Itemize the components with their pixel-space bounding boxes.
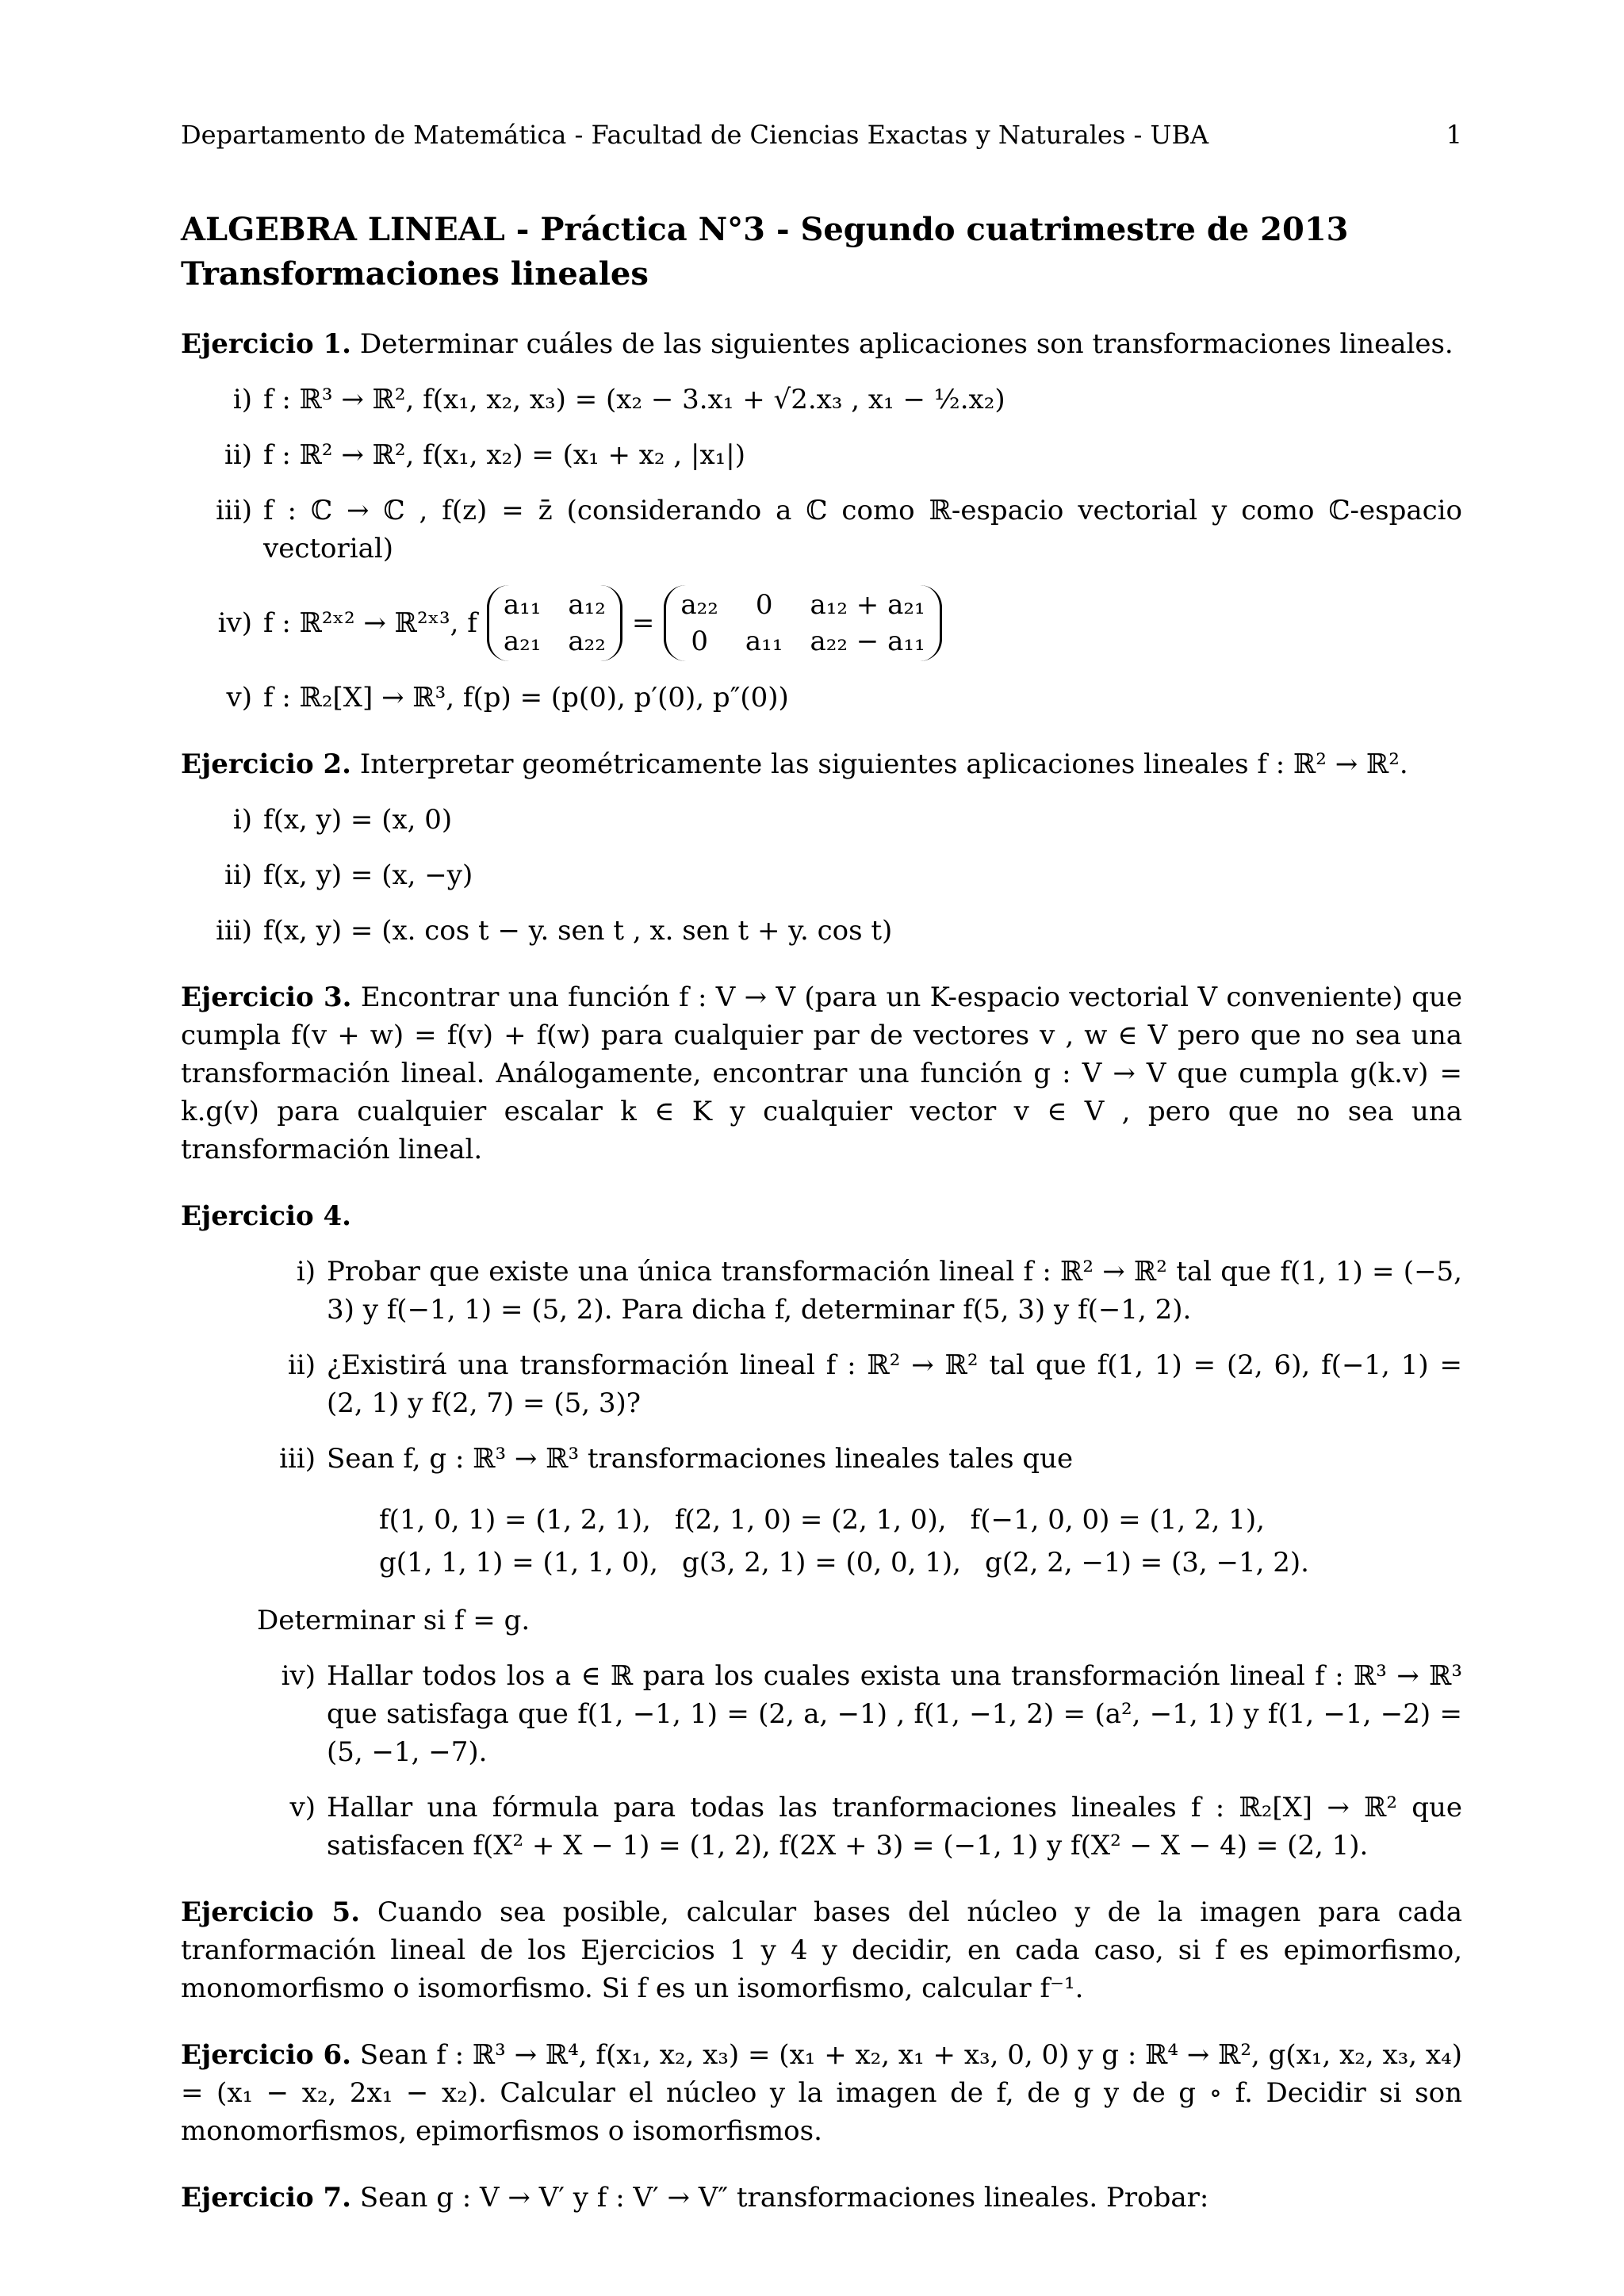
equals-sign: = [631,607,655,639]
exercise-text: Determinar cuáles de las siguientes aplicaciones son transformaciones lineales. [359,328,1454,360]
equation-line [379,1541,1462,1584]
item-text: Probar que existe una única transformación lineal f : ℝ² → ℝ² tal que f(1, 1) = (−5, 3) y f(−1, 1) = (5, 2). Para dicha f, determinar f(5, 3) y f(−1, 2). [327,1256,1462,1326]
matrix-prefix: f : ℝ²ˣ² → ℝ²ˣ³, f [263,607,477,639]
item-number: iv) [281,1660,316,1692]
exercise-7 [181,2179,1462,2217]
equation: g(1, 1, 1) = (1, 1, 0), [379,1547,658,1578]
determine-line [181,1601,1462,1640]
exercise-4-item [181,1789,1462,1865]
document-title: ALGEBRA LINEAL - Práctica N°3 - Segundo cuatrimestre de 2013 [181,211,1349,248]
exercise-4-item [181,1440,1462,1478]
exercise-label: Ejercicio 4. [181,1200,352,1232]
item-number: iv) [217,607,252,639]
item-number: v) [289,1792,316,1823]
exercise-4 [181,1197,1462,1235]
exercise-2-item [181,912,1462,950]
item-text: f : ℝ³ → ℝ², f(x₁, x₂, x₃) = (x₂ − 3.x₁ + √2.x₃ , x₁ − ½.x₂) [263,384,1005,415]
equation: g(2, 2, −1) = (3, −1, 2). [985,1547,1309,1578]
equation-line [379,1498,1462,1541]
item-text: Sean f, g : ℝ³ → ℝ³ transformaciones lineales tales que [327,1443,1074,1475]
item-number: iii) [279,1443,316,1475]
output-matrix [664,585,941,661]
exercise-text: Sean f : ℝ³ → ℝ⁴, f(x₁, x₂, x₃) = (x₁ + x₂, x₁ + x₃, 0, 0) y g : ℝ⁴ → ℝ², g(x₁, x₂, x₃, x₄) = (x₁ − x₂, 2x₁ − x₂). Calcular el núcleo y la imagen de f, de g y de g ∘ f. Decidir si son monomorfismos, epimorfismos o isomorfismos. [181,2039,1462,2147]
equation: f(1, 0, 1) = (1, 2, 1), [379,1504,651,1536]
exercise-label: Ejercicio 3. [181,982,352,1013]
item-number: i) [296,1256,316,1288]
item-text: Hallar una fórmula para todas las tranformaciones lineales f : ℝ₂[X] → ℝ² que satisfacen f(X² + X − 1) = (1, 2), f(2X + 3) = (−1, 1) y f(X² − X − 4) = (2, 1). [327,1792,1462,1862]
item-text: f(x, y) = (x. cos t − y. sen t , x. sen t + y. cos t) [263,915,893,947]
exercise-1-item [181,679,1462,717]
exercise-label: Ejercicio 5. [181,1896,361,1928]
exercise-3 [181,978,1462,1169]
exercise-4-item [181,1253,1462,1329]
page [181,119,1462,2217]
exercise-text: Sean g : V → V′ y f : V′ → V″ transformaciones lineales. Probar: [359,2182,1209,2214]
item-number: i) [232,384,252,415]
exercise-2-item [181,801,1462,839]
exercise-text: Encontrar una función f : V → V (para un K-espacio vectorial V conveniente) que cumpla f(v + w) = f(v) + f(w) para cualquier par de vectores v , w ∈ V pero que no sea una transformación lineal. Análogamente, encontrar una función g : V → V que cumpla g(k.v) = k.g(v) para cualquier escalar k ∈ K y cualquier vector v ∈ V , pero que no sea una transformación lineal. [181,982,1462,1165]
exercise-1-item-matrix [181,585,1462,661]
matrix-entry: a₂₂ − a₁₁ [810,626,925,657]
page-number: 1 [1446,120,1462,150]
input-matrix [487,585,622,661]
matrix-entry: a₂₂ [680,589,718,621]
equation: g(3, 2, 1) = (0, 0, 1), [682,1547,961,1578]
exercise-2 [181,745,1462,783]
item-number: ii) [224,439,252,471]
exercise-5 [181,1893,1462,2007]
matrix-entry: a₁₁ [745,626,783,657]
item-number: i) [232,804,252,836]
equation: f(2, 1, 0) = (2, 1, 0), [674,1504,947,1536]
department-header: Departamento de Matemática - Facultad de Ciencias Exactas y Naturales - UBA [181,120,1209,150]
item-text: f : ℂ → ℂ , f(z) = z̄ (considerando a ℂ como ℝ-espacio vectorial y como ℂ-espacio vectorial) [263,495,1462,564]
exercise-1-item [181,381,1462,419]
matrix-entry: 0 [691,626,708,657]
item-text: f(x, y) = (x, −y) [263,859,473,891]
item-number: v) [226,682,252,714]
exercise-label: Ejercicio 7. [181,2182,352,2214]
item-text: f : ℝ₂[X] → ℝ³, f(p) = (p(0), p′(0), p″(0)) [263,682,789,714]
exercise-6 [181,2036,1462,2150]
item-number: ii) [224,859,252,891]
matrix-entry: a₁₁ [503,589,542,621]
exercise-4-item [181,1346,1462,1422]
exercise-label: Ejercicio 6. [181,2039,352,2071]
item-text: Determinar si f = g. [257,1605,530,1636]
matrix-entry: a₁₂ + a₂₁ [810,589,925,621]
exercise-1-item [181,492,1462,568]
exercise-label: Ejercicio 1. [181,328,352,360]
exercise-text: Interpretar geométricamente las siguientes aplicaciones lineales f : ℝ² → ℝ². [359,748,1408,780]
item-number: iii) [216,915,252,947]
running-head [181,119,1462,151]
matrix-entry: a₂₁ [503,626,542,657]
matrix-equation [263,585,942,661]
item-number: ii) [287,1349,316,1381]
matrix-entry: a₁₂ [568,589,606,621]
item-text: Hallar todos los a ∈ ℝ para los cuales exista una transformación lineal f : ℝ³ → ℝ³ que satisfaga que f(1, −1, 1) = (2, a, −1) , f(1, −1, 2) = (a², −1, 1) y f(1, −1, −2) = (5, −1, −7). [327,1660,1462,1768]
item-text: f : ℝ² → ℝ², f(x₁, x₂) = (x₁ + x₂ , |x₁|) [263,439,745,471]
matrix-entry: a₂₂ [568,626,606,657]
document-subtitle: Transformaciones lineales [181,255,649,293]
exercise-text: Cuando sea posible, calcular bases del núcleo y de la imagen para cada tranformación lineal de los Ejercicios 1 y 4 y decidir, en cada caso, si f es epimorfismo, monomorfismo o isomorfismo. Si f es un isomorfismo, calcular f⁻¹. [181,1896,1462,2004]
exercise-2-item [181,856,1462,894]
matrix-entry: 0 [755,589,773,621]
equation-block [181,1498,1462,1584]
exercise-1 [181,325,1462,363]
item-text: f(x, y) = (x, 0) [263,804,453,836]
item-number: iii) [216,495,252,526]
item-text: ¿Existirá una transformación lineal f : ℝ² → ℝ² tal que f(1, 1) = (2, 6), f(−1, 1) = (2, 1) y f(2, 7) = (5, 3)? [327,1349,1462,1419]
equation: f(−1, 0, 0) = (1, 2, 1), [970,1504,1265,1536]
exercise-1-item [181,436,1462,474]
exercise-label: Ejercicio 2. [181,748,352,780]
exercise-4-item [181,1657,1462,1771]
